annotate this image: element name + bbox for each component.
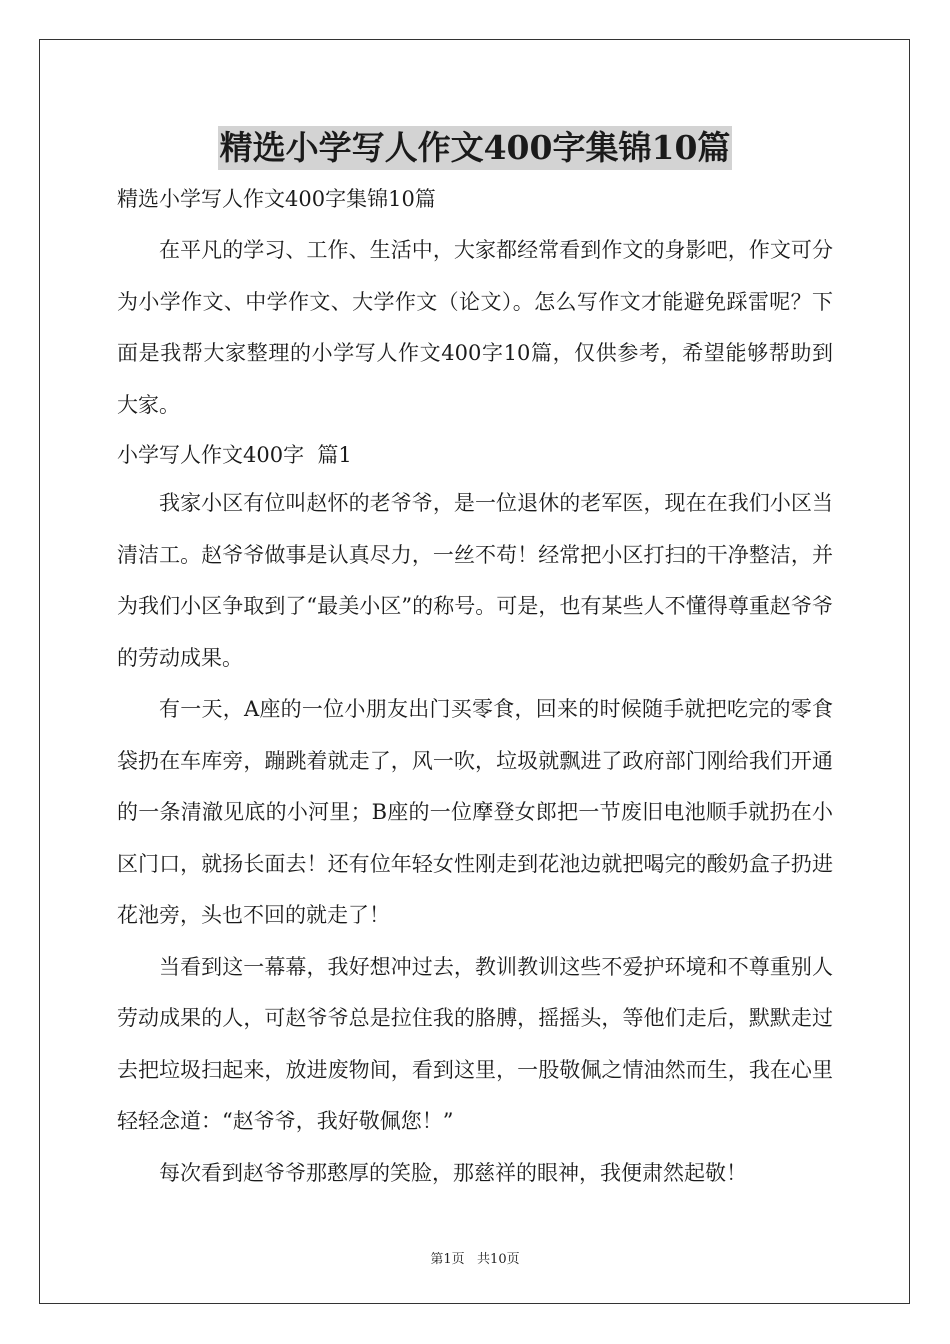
page-footer: 第1页 共10页 <box>430 1252 520 1267</box>
document-title: 精选小学写人作文400字集锦10篇 <box>218 126 733 170</box>
body-paragraph-3: 当看到这一幕幕，我好想冲过去，教训教训这些不爱护环境和不尊重别人劳动成果的人，可赵爷爷总是拉住我的胳膊，摇摇头，等他们走后，默默走过去把垃圾扫起来，放进废物间，看到这里，一股敬佩之情油然而生，我在心里轻轻念道：“赵爷爷，我好敬佩您！” <box>117 954 833 1133</box>
body-paragraph-4: 每次看到赵爷爷那憨厚的笑脸，那慈祥的眼神，我便肃然起敬！ <box>159 1160 747 1185</box>
section-heading: 小学写人作文400字 篇1 <box>117 443 352 467</box>
document-body <box>117 178 833 1199</box>
intro-paragraph: 在平凡的学习、工作、生活中，大家都经常看到作文的身影吧，作文可分为小学作文、中学作文、大学作文（论文）。怎么写作文才能避免踩雷呢？下面是我帮大家整理的小学写人作文400字10篇，仅供参考，希望能够帮助到大家。 <box>117 238 833 417</box>
body-paragraph-1: 我家小区有位叫赵怀的老爷爷，是一位退休的老军医，现在在我们小区当清洁工。赵爷爷做事是认真尽力，一丝不苟！经常把小区打扫的干净整洁，并为我们小区争取到了“最美小区”的称号。可是，也有某些人不懂得尊重赵爷爷的劳动成果。 <box>117 491 833 670</box>
document-subtitle: 精选小学写人作文400字集锦10篇 <box>117 187 436 211</box>
title-container <box>0 126 950 170</box>
body-paragraph-2: 有一天，A座的一位小朋友出门买零食，回来的时候随手就把吃完的零食袋扔在车库旁，蹦跳着就走了，风一吹，垃圾就飘进了政府部门刚给我们开通的一条清澈见底的小河里；B座的一位摩登女郎把一节废旧电池顺手就扔在小区门口，就扬长面去！还有位年轻女性刚走到花池边就把喝完的酸奶盒子扔进花池旁，头也不回的就走了！ <box>117 697 833 927</box>
